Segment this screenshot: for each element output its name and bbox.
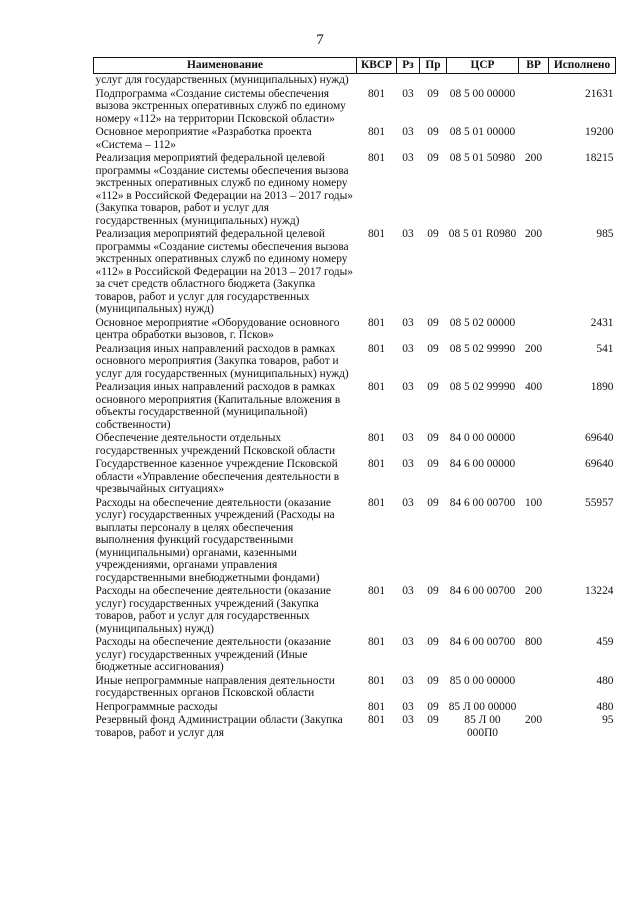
table-row: [94, 126, 616, 152]
cell-name: Непрограммные расходы: [95, 700, 218, 713]
cell-executed: 18215: [585, 152, 614, 164]
cell-csr: 08 5 01 00000: [449, 126, 516, 138]
column-header-kvsr: КВСР: [357, 58, 397, 74]
cell-executed: 95: [602, 714, 614, 726]
cell-executed: 541: [596, 342, 614, 355]
cell-rz: 03: [402, 700, 414, 713]
cell-kvsr: 801: [367, 87, 386, 100]
cell-kvsr: 801: [367, 700, 386, 713]
cell-name: Резервный фонд Администрации области (Закупка товаров, работ и услуг для: [95, 714, 343, 739]
cell-csr: 08 5 02 99990: [449, 381, 516, 393]
cell-vr: [519, 317, 549, 343]
table-row: [94, 636, 616, 675]
cell-kvsr: 801: [367, 432, 386, 444]
cell-pr: 09: [427, 152, 439, 164]
cell-pr: 09: [427, 316, 439, 329]
cell-csr: 85 Л 00 000П0: [464, 714, 501, 739]
cell-csr: 08 5 00 00000: [449, 87, 516, 100]
table-row: [94, 497, 616, 586]
column-header-rz: Рз: [397, 58, 420, 74]
column-header-vr: ВР: [519, 58, 549, 74]
cell-kvsr: 801: [367, 126, 386, 138]
cell-executed: 55957: [585, 496, 614, 509]
cell-pr: [420, 74, 447, 88]
column-header-executed: Исполнено: [549, 58, 616, 74]
cell-csr: 85 Л 00 00000: [448, 700, 517, 713]
table-body: [94, 74, 616, 741]
cell-rz: 03: [402, 228, 414, 240]
cell-kvsr: 801: [367, 458, 386, 470]
cell-name: Реализация иных направлений расходов в рамках основного мероприятия (Капитальные вложения в объекты государственной (муниципальной) собственности): [95, 381, 341, 431]
table-row: [94, 585, 616, 636]
cell-pr: 09: [427, 432, 439, 444]
cell-pr: 09: [427, 585, 439, 597]
cell-pr: 09: [427, 458, 439, 470]
cell-executed: 480: [596, 674, 614, 687]
cell-rz: 03: [402, 458, 414, 470]
cell-vr: [519, 126, 549, 152]
cell-kvsr: 801: [367, 674, 386, 687]
cell-name: Основное мероприятие «Оборудование основного центра обработки вызовов, г. Псков»: [95, 316, 340, 341]
cell-csr: 84 6 00 00700: [449, 636, 516, 648]
cell-vr: 800: [524, 636, 543, 648]
column-header-pr: Пр: [420, 58, 447, 74]
cell-pr: 09: [427, 636, 439, 648]
cell-kvsr: 801: [367, 381, 386, 393]
table-row: [94, 152, 616, 228]
cell-name: Иные непрограммные направления деятельности государственных органов Псковской области: [95, 674, 335, 699]
cell-vr: [519, 432, 549, 458]
cell-rz: 03: [402, 87, 414, 100]
cell-name: Реализация мероприятий федеральной целевой программы «Создание системы обеспечения вызова экстренных оперативных служб по единому номеру «112» в Российской Федерации на 2013 – 2017 годы» за счет средств областного бюджета (Закупка товаров, работ и услуг для государственных (муниципальных) нужд): [95, 228, 353, 315]
cell-vr: 200: [524, 714, 543, 726]
cell-executed: 19200: [585, 126, 614, 138]
cell-rz: 03: [402, 636, 414, 648]
table-row: [94, 714, 616, 740]
cell-csr: 84 6 00 00700: [449, 496, 516, 509]
cell-kvsr: 801: [367, 152, 386, 164]
cell-vr: [519, 458, 549, 497]
cell-kvsr: 801: [367, 714, 386, 726]
cell-name: услуг для государственных (муниципальных) нужд): [95, 74, 349, 86]
cell-csr: 84 6 00 00000: [449, 458, 516, 470]
cell-vr: 200: [524, 228, 543, 240]
cell-kvsr: 801: [367, 496, 386, 509]
cell-vr: 200: [524, 152, 543, 164]
cell-csr: 84 0 00 00000: [449, 432, 516, 444]
cell-csr: 08 5 02 00000: [449, 316, 516, 329]
cell-name: Реализация мероприятий федеральной целевой программы «Создание системы обеспечения вызова экстренных оперативных служб по единому номеру «112» в Российской Федерации на 2013 – 2017 годы» (Закупка товаров, работ и услуг для государственных (муниципальных) нужд): [95, 152, 353, 227]
cell-vr: [519, 74, 549, 88]
cell-rz: 03: [402, 674, 414, 687]
cell-csr: 08 5 01 R0980: [448, 228, 517, 240]
cell-rz: [397, 74, 420, 88]
cell-vr: 400: [524, 381, 543, 393]
table-row: [94, 228, 616, 317]
table-row: [94, 343, 616, 382]
cell-rz: 03: [402, 342, 414, 355]
cell-kvsr: 801: [367, 636, 386, 648]
table-row: [94, 458, 616, 497]
cell-pr: 09: [427, 714, 439, 726]
cell-name: Расходы на обеспечение деятельности (оказание услуг) государственных учреждений (Расходы на выплаты персоналу в целях обеспечения выполнения функций государственными (муниципальными) органами, казенными учреждениями, органами управления государственными внебюджетными фондами): [95, 496, 335, 584]
table-header: [94, 58, 616, 74]
cell-executed: 69640: [585, 458, 614, 470]
cell-rz: 03: [402, 126, 414, 138]
table-row: [94, 74, 616, 88]
page-number: 7: [316, 32, 324, 48]
cell-pr: 09: [427, 381, 439, 393]
cell-name: Основное мероприятие «Разработка проекта «Система – 112»: [95, 126, 312, 151]
cell-rz: 03: [402, 585, 414, 597]
cell-pr: 09: [427, 126, 439, 138]
cell-vr: [519, 88, 549, 127]
column-header-name: Наименование: [94, 58, 357, 74]
cell-executed: 480: [596, 700, 614, 713]
cell-kvsr: 801: [367, 585, 386, 597]
cell-vr: [519, 701, 549, 715]
table-row: [94, 381, 616, 432]
cell-executed: [549, 74, 616, 88]
cell-name: Реализация иных направлений расходов в рамках основного мероприятия (Закупка товаров, работ и услуг для государственных (муниципальных) нужд): [95, 342, 349, 380]
cell-kvsr: [357, 74, 397, 88]
cell-name: Государственное казенное учреждение Псковской области «Управление обеспечения деятельности в чрезвычайных ситуациях»: [95, 458, 340, 495]
cell-vr: 200: [524, 342, 543, 355]
cell-vr: [519, 675, 549, 701]
cell-name: Расходы на обеспечение деятельности (оказание услуг) государственных учреждений (Иные бюджетные ассигнования): [95, 636, 331, 673]
cell-csr: [447, 74, 519, 88]
cell-pr: 09: [427, 700, 439, 713]
cell-executed: 1890: [590, 381, 614, 393]
cell-pr: 09: [427, 87, 439, 100]
cell-rz: 03: [402, 316, 414, 329]
cell-executed: 13224: [585, 585, 614, 597]
cell-csr: 85 0 00 00000: [449, 674, 516, 687]
column-header-csr: ЦСР: [447, 58, 519, 74]
cell-executed: 459: [596, 636, 614, 648]
cell-executed: 985: [596, 228, 614, 240]
cell-pr: 09: [427, 228, 439, 240]
cell-executed: 2431: [590, 316, 614, 329]
cell-vr: 200: [524, 585, 543, 597]
cell-kvsr: 801: [367, 228, 386, 240]
cell-pr: 09: [427, 342, 439, 355]
table-row: [94, 88, 616, 127]
table-row: [94, 701, 616, 715]
table-row: [94, 675, 616, 701]
cell-name: Обеспечение деятельности отдельных государственных учреждений Псковской области: [95, 432, 336, 457]
cell-kvsr: 801: [367, 342, 386, 355]
cell-rz: 03: [402, 714, 414, 726]
cell-pr: 09: [427, 674, 439, 687]
cell-rz: 03: [402, 496, 414, 509]
cell-pr: 09: [427, 496, 439, 509]
table-row: [94, 317, 616, 343]
cell-rz: 03: [402, 152, 414, 164]
cell-executed: 21631: [585, 87, 614, 100]
cell-rz: 03: [402, 432, 414, 444]
cell-csr: 84 6 00 00700: [449, 585, 516, 597]
table-row: [94, 432, 616, 458]
cell-vr: 100: [524, 496, 543, 509]
budget-table: [93, 57, 616, 740]
cell-rz: 03: [402, 381, 414, 393]
cell-executed: 69640: [585, 432, 614, 444]
cell-csr: 08 5 02 99990: [449, 342, 516, 355]
cell-csr: 08 5 01 50980: [449, 152, 516, 164]
cell-name: Подпрограмма «Создание системы обеспечения вызова экстренных оперативных служб по единому номеру «112» на территории Псковской области»: [95, 87, 346, 125]
cell-kvsr: 801: [367, 316, 386, 329]
cell-name: Расходы на обеспечение деятельности (оказание услуг) государственных учреждений (Закупка товаров, работ и услуг для государственных (муниципальных) нужд): [95, 585, 331, 635]
